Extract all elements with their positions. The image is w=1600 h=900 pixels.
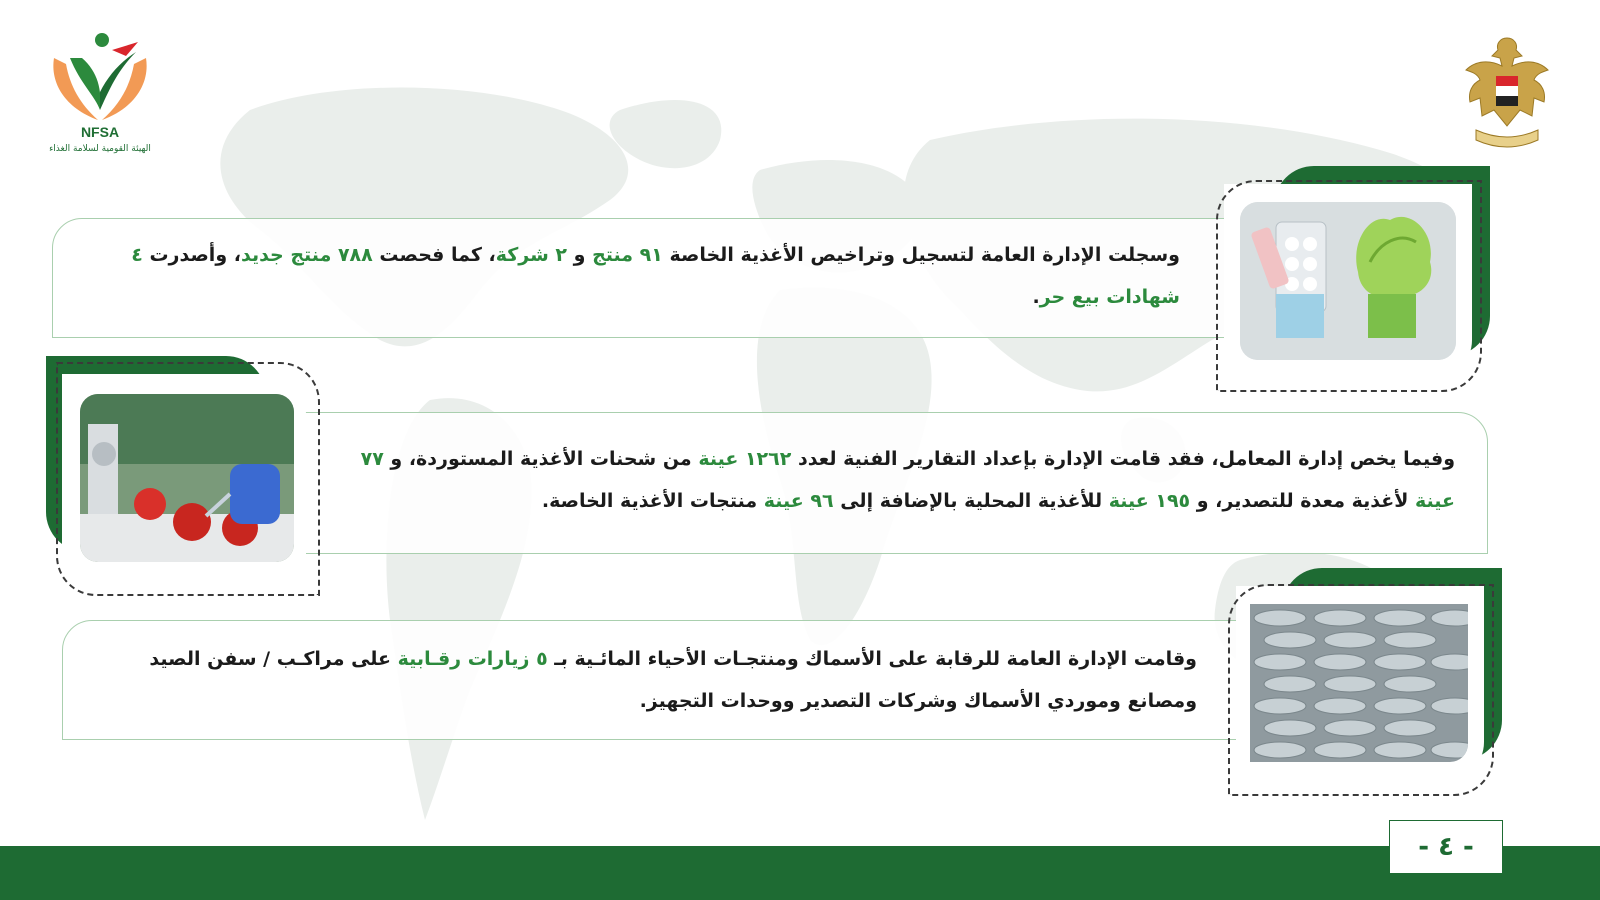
- footer-bar: [0, 846, 1600, 900]
- eagle-emblem-icon: [1462, 30, 1552, 155]
- pills-and-lettuce-photo: [1240, 202, 1456, 360]
- egypt-emblem: [1462, 30, 1552, 155]
- text-segment: على مراكـب / سفن الصيد ومصانع وموردي الأسماك وشركات التصدير ووحدات التجهيز.: [149, 648, 1197, 712]
- laboratories-text: [335, 438, 1455, 522]
- text-segment: ، وأصدرت: [142, 244, 241, 266]
- highlighted-figure: ٧٨٨ منتج جديد: [240, 244, 373, 266]
- highlighted-figure: ٩٦ عينة: [763, 490, 834, 512]
- nfsa-abbr: NFSA: [80, 124, 120, 140]
- registration-text: [65, 234, 1180, 318]
- nfsa-hands-icon: [40, 28, 160, 124]
- text-segment: و: [567, 244, 593, 266]
- highlighted-figure: ١٩٥ عينة: [1108, 490, 1191, 512]
- lab-tomatoes-photo: [80, 394, 294, 562]
- text-segment: للأغذية المحلية بالإضافة إلى: [833, 490, 1109, 512]
- page-number: - ٤ -: [1389, 820, 1503, 874]
- text-segment: منتجات الأغذية الخاصة.: [541, 490, 764, 512]
- text-segment: ، كما فحصت: [372, 244, 496, 266]
- highlighted-figure: ١٢٦٢ عينة: [698, 448, 792, 470]
- text-segment: وسجلت الإدارة العامة لتسجيل وتراخيص الأغذية الخاصة: [662, 244, 1180, 266]
- text-segment: وقامت الإدارة العامة للرقابة على الأسماك ومنتجـات الأحياء المائـية بـ: [547, 648, 1197, 670]
- text-segment: من شحنات الأغذية المستوردة، و: [383, 448, 699, 470]
- highlighted-figure: ٩١ منتج: [592, 244, 663, 266]
- highlighted-figure: ٧٧ عينة: [360, 448, 1455, 512]
- text-segment: لأغذية معدة للتصدير، و: [1190, 490, 1415, 512]
- text-segment: .: [1032, 286, 1040, 308]
- highlighted-figure: ٤ شهادات بيع حر: [131, 244, 1180, 308]
- highlighted-figure: ٢ شركة: [495, 244, 568, 266]
- nfsa-tagline: الهيئة القومية لسلامة الغذاء: [49, 144, 151, 154]
- nfsa-logo: [40, 28, 160, 163]
- fish-inspection-text: [85, 638, 1197, 722]
- text-segment: وفيما يخص إدارة المعامل، فقد قامت الإدارة بإعداد التقارير الفنية لعدد: [791, 448, 1455, 470]
- highlighted-figure: ٥ زيارات رقـابية: [397, 648, 548, 670]
- frozen-fish-photo: [1250, 604, 1468, 762]
